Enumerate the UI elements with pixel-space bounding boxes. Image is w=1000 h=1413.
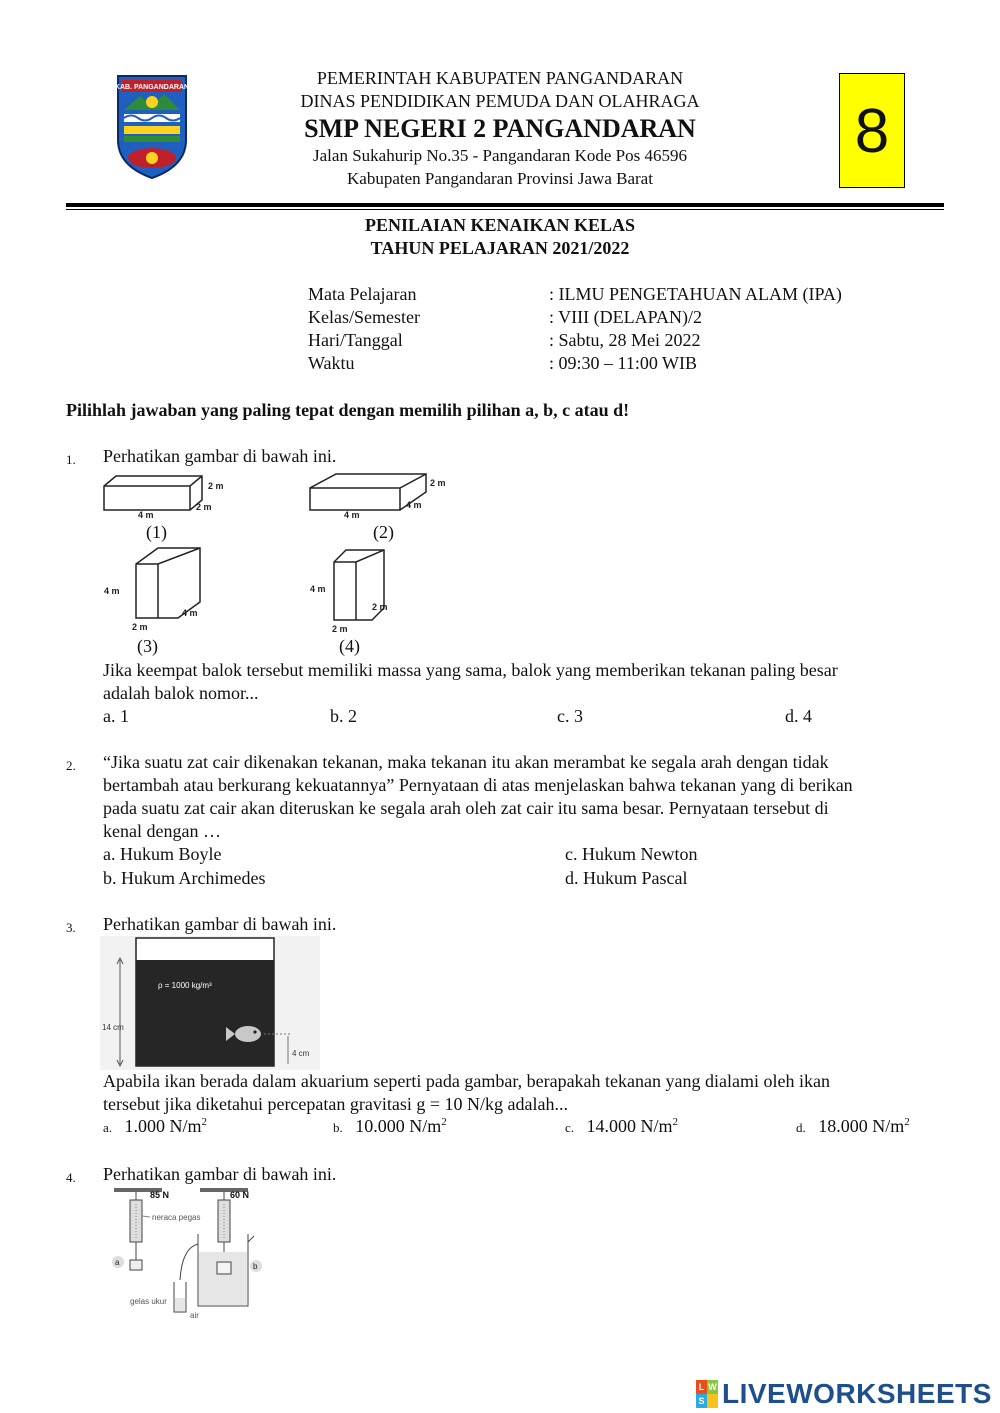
svg-text:2 m: 2 m — [196, 502, 212, 512]
liveworksheets-brand: LIVEWORKSHEETS — [722, 1378, 992, 1409]
option-exponent: 2 — [201, 1116, 208, 1128]
liveworksheets-watermark[interactable] — [696, 1378, 992, 1410]
meta-label: Kelas/Semester — [308, 307, 420, 327]
exam-title: PENILAIAN KENAIKAN KELAS — [364, 215, 636, 235]
liveworksheets-logo-icon: L W S — [696, 1380, 718, 1408]
meta-value: : 09:30 – 11:00 WIB — [549, 353, 697, 373]
page-number-badge: 8 — [839, 73, 905, 188]
answer-option-a[interactable]: a. 1 — [103, 706, 129, 726]
instructions: Pilihlah jawaban yang paling tepat dengan memilih pilihan a, b, c atau d! — [66, 400, 630, 420]
meta-label: Waktu — [308, 353, 355, 373]
option-letter: c. — [565, 1120, 575, 1135]
svg-text:gelas ukur: gelas ukur — [130, 1297, 167, 1306]
question-body: pada suatu zat cair akan diteruskan ke segala arah oleh zat cair itu sama besar. Pernyataan tersebut di — [103, 798, 829, 818]
meta-label: Mata Pelajaran — [308, 284, 417, 304]
option-exponent: 2 — [672, 1116, 679, 1128]
meta-value: : Sabtu, 28 Mei 2022 — [549, 330, 701, 350]
question-number: 3. — [66, 920, 76, 935]
option-value: 14.000 N/m — [586, 1116, 673, 1136]
svg-text:air: air — [190, 1311, 199, 1320]
question-prompt: Perhatikan gambar di bawah ini. — [103, 446, 337, 466]
question-number: 4. — [66, 1170, 76, 1185]
answer-option-d[interactable]: d. Hukum Pascal — [565, 868, 688, 888]
answer-option-a[interactable] — [103, 1116, 207, 1137]
option-value: 10.000 N/m — [355, 1116, 442, 1136]
meta-label: Hari/Tanggal — [308, 330, 403, 350]
answer-option-c[interactable] — [565, 1116, 678, 1137]
answer-option-c[interactable]: c. 3 — [557, 706, 583, 726]
svg-text:4 m: 4 m — [310, 584, 326, 594]
svg-text:KAB. PANGANDARAN: KAB. PANGANDARAN — [114, 84, 190, 91]
option-exponent: 2 — [441, 1116, 447, 1128]
svg-text:85 N: 85 N — [150, 1190, 170, 1200]
figure-label: (3) — [137, 636, 158, 656]
svg-text:neraca pegas: neraca pegas — [152, 1213, 201, 1222]
question-prompt: Perhatikan gambar di bawah ini. — [103, 914, 337, 934]
blocks-figure — [100, 470, 480, 660]
figure-label: (4) — [339, 636, 360, 656]
question-body: Apabila ikan berada dalam akuarium seperti pada gambar, berapakah tekanan yang dialami oleh ikan — [103, 1071, 830, 1091]
svg-text:2 m: 2 m — [208, 481, 224, 491]
answer-option-d[interactable]: d. 4 — [785, 706, 812, 726]
question-prompt: Perhatikan gambar di bawah ini. — [103, 1164, 337, 1184]
svg-text:b: b — [253, 1262, 258, 1271]
figure-label: (2) — [373, 522, 394, 542]
svg-text:4 m: 4 m — [406, 500, 422, 510]
svg-text:2 m: 2 m — [132, 622, 148, 632]
option-value: 1.000 N/m — [124, 1116, 202, 1136]
svg-text:4 m: 4 m — [182, 608, 198, 618]
figure-label: (1) — [146, 522, 167, 542]
question-body: bertambah atau berkurang kekuatannya” Pernyataan di atas menjelaskan bahwa tekanan yang di berikan — [103, 775, 853, 795]
meta-value: : VIII (DELAPAN)/2 — [549, 307, 702, 327]
question-body: adalah balok nomor... — [103, 683, 259, 703]
question-body: Jika keempat balok tersebut memiliki massa yang sama, balok yang memberikan tekanan paling besar — [103, 660, 838, 680]
svg-text:2 m: 2 m — [372, 602, 388, 612]
header-rule-thin — [66, 209, 944, 210]
option-letter: b. — [333, 1120, 343, 1135]
question-body: kenal dengan … — [103, 821, 221, 841]
answer-option-c[interactable]: c. Hukum Newton — [565, 844, 698, 864]
letterhead-region: Kabupaten Pangandaran Provinsi Jawa Barat — [347, 169, 653, 188]
svg-text:2 m: 2 m — [430, 478, 446, 488]
option-exponent: 2 — [904, 1116, 910, 1128]
question-body: tersebut jika diketahui percepatan gravitasi g = 10 N/kg adalah... — [103, 1094, 568, 1114]
svg-text:ρ = 1000 kg/m³: ρ = 1000 kg/m³ — [158, 981, 212, 990]
question-number: 2. — [66, 758, 76, 773]
answer-option-b[interactable] — [333, 1116, 447, 1137]
answer-option-a[interactable]: a. Hukum Boyle — [103, 844, 222, 864]
svg-text:4 m: 4 m — [344, 510, 360, 520]
svg-text:4 m: 4 m — [104, 586, 120, 596]
letterhead-address: Jalan Sukahurip No.35 - Pangandaran Kode Pos 46596 — [313, 146, 687, 165]
letterhead-government: PEMERINTAH KABUPATEN PANGANDARAN — [316, 68, 684, 88]
option-letter: d. — [796, 1120, 806, 1135]
spring-balance-figure — [104, 1186, 294, 1322]
meta-value: : ILMU PENGETAHUAN ALAM (IPA) — [549, 284, 842, 304]
question-number: 1. — [66, 452, 76, 467]
question-body: “Jika suatu zat cair dikenakan tekanan, maka tekanan itu akan merambat ke segala arah dengan tidak — [103, 752, 829, 772]
exam-year: TAHUN PELAJARAN 2021/2022 — [370, 238, 630, 258]
option-letter: a. — [103, 1120, 113, 1135]
svg-text:14 cm: 14 cm — [102, 1023, 124, 1032]
answer-option-d[interactable] — [796, 1116, 910, 1137]
answer-option-b[interactable]: b. Hukum Archimedes — [103, 868, 266, 888]
letterhead-department: DINAS PENDIDIKAN PEMUDA DAN OLAHRAGA — [300, 91, 700, 111]
header-rule-thick — [66, 203, 944, 207]
svg-text:a: a — [115, 1258, 120, 1267]
aquarium-figure — [100, 936, 320, 1070]
svg-text:4 m: 4 m — [138, 510, 154, 520]
answer-option-b[interactable]: b. 2 — [330, 706, 357, 726]
option-value: 18.000 N/m — [818, 1116, 905, 1136]
svg-text:2 m: 2 m — [332, 624, 348, 634]
svg-text:4 cm: 4 cm — [292, 1049, 310, 1058]
letterhead-school-name: SMP NEGERI 2 PANGANDARAN — [304, 114, 696, 143]
svg-text:60 N: 60 N — [230, 1190, 250, 1200]
